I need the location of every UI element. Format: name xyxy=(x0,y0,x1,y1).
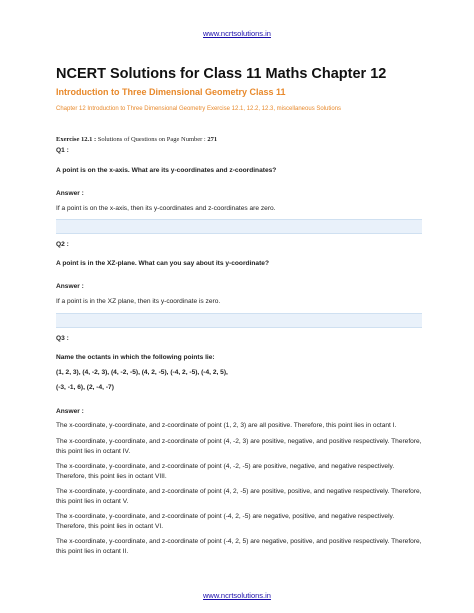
q3-answer-paragraph: The x-coordinate, y-coordinate, and z-coordinate of point (1, 2, 3) are all positive. Therefore, this point lies in octant I. xyxy=(56,422,397,429)
q1-question: A point is on the x-axis. What are its y-coordinates and z-coordinates? xyxy=(56,167,277,174)
page-subtitle: Introduction to Three Dimensional Geometry Class 11 xyxy=(56,87,286,97)
exercise-text: Solutions of Questions on Page Number : xyxy=(97,136,206,143)
header-site-link[interactable]: www.ncrtsolutions.in xyxy=(203,29,271,38)
q3-points-line-1: (1, 2, 3), (4, -2, 3), (4, -2, -5), (4, 2, -5), (-4, 2, -5), (-4, 2, 5), xyxy=(56,369,228,376)
exercise-page-number: 271 xyxy=(207,136,218,143)
section-divider xyxy=(56,313,422,328)
q3-answer-paragraph: The x-coordinate, y-coordinate, and z-coordinate of point (-4, 2, -5) are negative, positive, and negative respectively. Therefore, this point lies in octant VI. xyxy=(56,513,395,530)
footer-site-link[interactable]: www.ncrtsolutions.in xyxy=(203,591,271,600)
q3-answer-label: Answer : xyxy=(56,408,84,415)
q1-answer-label: Answer : xyxy=(56,190,84,197)
q1-answer: If a point is on the x-axis, then its y-coordinates and z-coordinates are zero. xyxy=(56,205,276,212)
q2-label: Q2 : xyxy=(56,241,69,248)
q2-answer: If a point is in the XZ plane, then its y-coordinate is zero. xyxy=(56,298,221,305)
q2-answer-label: Answer : xyxy=(56,283,84,290)
exercise-label: Exercise 12.1 : xyxy=(56,136,97,143)
chapter-meta: Chapter 12 Introduction to Three Dimensional Geometry Exercise 12.1, 12.2, 12.3, miscellaneous Solutions xyxy=(56,106,342,112)
q3-label: Q3 : xyxy=(56,335,69,342)
q3-answer-paragraph: The x-coordinate, y-coordinate, and z-coordinate of point (4, -2, -5) are positive, negative, and negative respectively. Therefore, this point lies in octant VIII. xyxy=(56,463,395,480)
q3-answer-paragraph: The x-coordinate, y-coordinate, and z-coordinate of point (4, -2, 3) are positive, negative, and positive respectively. Therefore, this point lies in octant IV. xyxy=(56,438,422,455)
q3-question: Name the octants in which the following points lie: xyxy=(56,354,215,361)
exercise-header xyxy=(56,136,217,143)
q3-answer-paragraph: The x-coordinate, y-coordinate, and z-coordinate of point (4, 2, -5) are positive, positive, and negative respectively. Therefore, this point lies in octant V. xyxy=(56,488,422,505)
page-title: NCERT Solutions for Class 11 Maths Chapter 12 xyxy=(56,66,387,82)
q2-question: A point is in the XZ-plane. What can you say about its y-coordinate? xyxy=(56,260,269,267)
section-divider xyxy=(56,219,422,234)
q1-label: Q1 : xyxy=(56,147,69,154)
q3-answer-paragraph: The x-coordinate, y-coordinate, and z-coordinate of point (-4, 2, 5) are negative, positive, and positive respectively. Therefore, this point lies in octant II. xyxy=(56,538,422,555)
q3-points-line-2: (-3, -1, 6), (2, -4, -7) xyxy=(56,384,114,391)
